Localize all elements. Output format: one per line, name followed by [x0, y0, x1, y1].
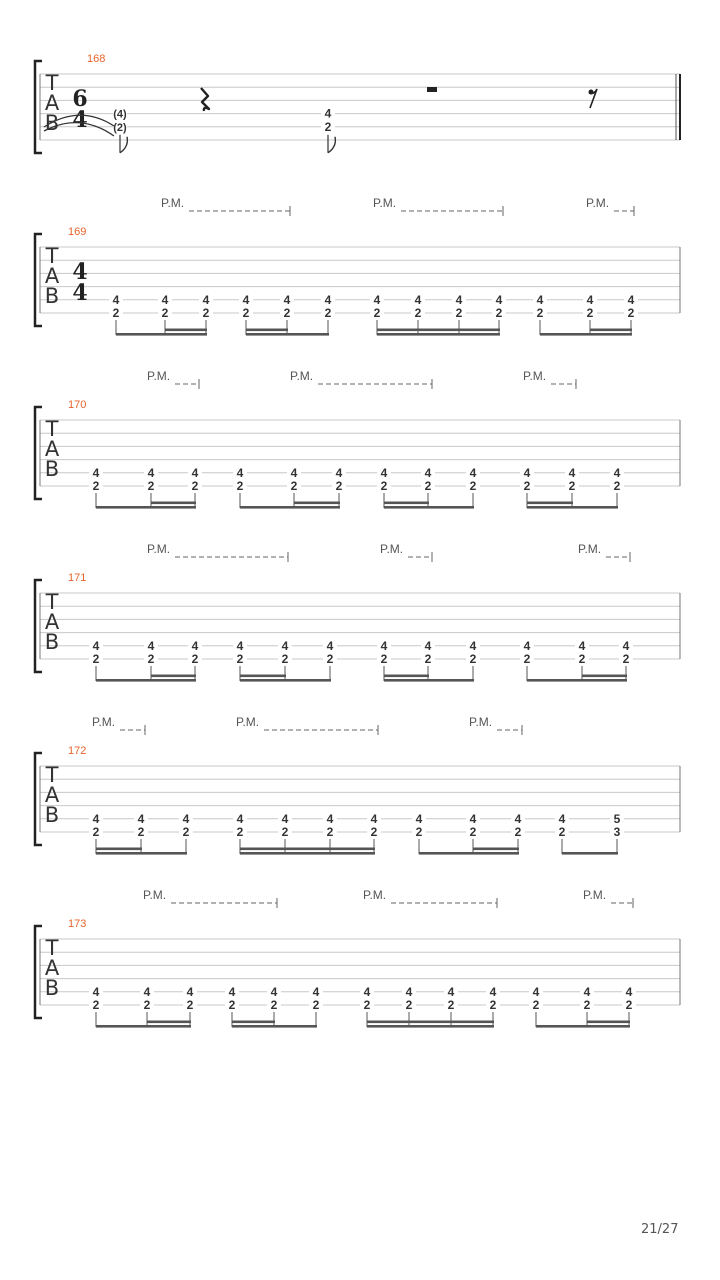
- beam-secondary: [151, 675, 196, 678]
- fret-number: 4: [523, 465, 531, 480]
- fret-number: 4: [326, 638, 334, 653]
- fret-number: 2: [583, 998, 591, 1012]
- fret-number: 4: [613, 465, 621, 480]
- fret-number: (4): [113, 108, 127, 121]
- eighth-flag: [328, 137, 335, 153]
- fret-number: 4: [92, 811, 100, 826]
- fret-number: 4: [236, 465, 244, 480]
- fret-number: 4: [627, 292, 635, 307]
- fret-number: 2: [622, 652, 630, 666]
- fret-number: 3: [613, 825, 621, 839]
- palm-mute-label: P.M.: [583, 888, 607, 902]
- fret-number: 2: [236, 479, 244, 493]
- beam-secondary: [367, 1021, 494, 1024]
- fret-number: 4: [424, 465, 432, 480]
- fret-number: 2: [290, 479, 298, 493]
- measure-number: 172: [68, 745, 87, 757]
- staff-system: [35, 715, 680, 855]
- fret-number: 2: [370, 825, 378, 839]
- beam: [419, 852, 519, 855]
- tab-clef-letter: T: [45, 936, 59, 960]
- palm-mute-label: P.M.: [380, 542, 404, 556]
- beam-secondary: [147, 1021, 191, 1024]
- fret-number: 2: [92, 479, 100, 493]
- fret-number: 2: [281, 825, 289, 839]
- fret-number: 2: [373, 306, 381, 320]
- fret-number: 2: [514, 825, 522, 839]
- fret-number: 4: [424, 638, 432, 653]
- fret-number: 4: [568, 465, 576, 480]
- fret-number: 2: [137, 825, 145, 839]
- tab-clef-letter: B: [44, 457, 60, 481]
- time-signature-bottom: 4: [72, 280, 88, 306]
- fret-number: 4: [415, 811, 423, 826]
- beam: [367, 1025, 494, 1028]
- beam-secondary: [232, 1021, 275, 1024]
- staff-bracket: [35, 234, 42, 326]
- fret-number: 4: [324, 106, 332, 121]
- beam: [96, 1025, 191, 1028]
- fret-number: 2: [568, 479, 576, 493]
- palm-mute-label: P.M.: [373, 196, 397, 210]
- fret-number: 4: [578, 638, 586, 653]
- beam-secondary: [294, 502, 340, 505]
- fret-number: 4: [380, 465, 388, 480]
- beam-secondary: [582, 675, 627, 678]
- fret-number: 4: [414, 292, 422, 307]
- fret-number: 2: [469, 652, 477, 666]
- fret-number: 4: [514, 811, 522, 826]
- fret-number: 2: [236, 652, 244, 666]
- fret-number: 4: [283, 292, 291, 307]
- fret-number: 2: [182, 825, 190, 839]
- fret-number: 2: [191, 479, 199, 493]
- beam-secondary: [527, 502, 573, 505]
- beam-secondary: [590, 329, 632, 332]
- fret-number: 4: [469, 465, 477, 480]
- fret-number: 4: [373, 292, 381, 307]
- beam: [240, 679, 331, 682]
- tab-clef-letter: T: [45, 244, 59, 268]
- fret-number: (2): [113, 121, 127, 134]
- fret-number: 4: [532, 984, 540, 999]
- fret-number: 5: [613, 811, 621, 826]
- tab-clef-letter: T: [45, 590, 59, 614]
- beam-secondary: [384, 675, 429, 678]
- tab-clef-letter: A: [44, 956, 60, 980]
- staff-bracket: [35, 61, 42, 153]
- page-number: 21/27: [641, 1222, 679, 1237]
- beam: [116, 333, 207, 336]
- palm-mute-label: P.M.: [147, 542, 171, 556]
- fret-number: 4: [92, 984, 100, 999]
- fret-number: 2: [627, 306, 635, 320]
- palm-mute-label: P.M.: [523, 369, 547, 383]
- fret-number: 4: [583, 984, 591, 999]
- fret-number: 2: [532, 998, 540, 1012]
- fret-number: 2: [424, 479, 432, 493]
- fret-number: 4: [469, 811, 477, 826]
- fret-number: 4: [405, 984, 413, 999]
- measure-number: 168: [87, 53, 106, 65]
- staff-system: [35, 369, 680, 509]
- fret-number: 4: [326, 811, 334, 826]
- fret-number: 2: [242, 306, 250, 320]
- fret-number: 2: [523, 652, 531, 666]
- measure-number: 169: [68, 226, 87, 238]
- fret-number: 2: [324, 306, 332, 320]
- tab-clef-letter: A: [44, 783, 60, 807]
- fret-number: 2: [536, 306, 544, 320]
- fret-number: 2: [363, 998, 371, 1012]
- fret-number: 4: [523, 638, 531, 653]
- fret-number: 2: [414, 306, 422, 320]
- palm-mute-label: P.M.: [578, 542, 602, 556]
- fret-number: 4: [191, 465, 199, 480]
- fret-number: 2: [283, 306, 291, 320]
- fret-number: 4: [270, 984, 278, 999]
- fret-number: 2: [143, 998, 151, 1012]
- tab-clef-letter: B: [44, 976, 60, 1000]
- fret-number: 2: [326, 652, 334, 666]
- palm-mute-label: P.M.: [161, 196, 185, 210]
- time-signature-bottom: 4: [72, 107, 88, 133]
- staff-system: [35, 53, 680, 153]
- beam-secondary: [377, 329, 500, 332]
- staff-system: [35, 542, 680, 682]
- palm-mute-label: P.M.: [290, 369, 314, 383]
- tab-clef-letter: A: [44, 437, 60, 461]
- fret-number: 4: [489, 984, 497, 999]
- measure-number: 173: [68, 918, 87, 930]
- palm-mute-label: P.M.: [147, 369, 171, 383]
- fret-number: 4: [161, 292, 169, 307]
- fret-number: 2: [147, 479, 155, 493]
- beam: [540, 333, 632, 336]
- fret-number: 4: [112, 292, 120, 307]
- fret-number: 2: [228, 998, 236, 1012]
- tab-clef-letter: T: [45, 71, 59, 95]
- beam-secondary: [384, 502, 429, 505]
- tab-clef-letter: B: [44, 111, 60, 135]
- fret-number: 2: [380, 652, 388, 666]
- fret-number: 4: [281, 811, 289, 826]
- beam: [562, 852, 618, 855]
- beam-secondary: [240, 848, 375, 851]
- fret-number: 2: [92, 825, 100, 839]
- fret-number: 4: [143, 984, 151, 999]
- fret-number: 2: [455, 306, 463, 320]
- fret-number: 2: [326, 825, 334, 839]
- fret-number: 4: [455, 292, 463, 307]
- measure-number: 171: [68, 572, 87, 584]
- fret-number: 4: [380, 638, 388, 653]
- tab-clef-letter: B: [44, 630, 60, 654]
- fret-number: 4: [312, 984, 320, 999]
- palm-mute-label: P.M.: [363, 888, 387, 902]
- fret-number: 4: [281, 638, 289, 653]
- quarter-rest-icon: [201, 88, 209, 111]
- beam-secondary: [165, 329, 207, 332]
- fret-number: 4: [137, 811, 145, 826]
- fret-number: 4: [228, 984, 236, 999]
- staff-bracket: [35, 926, 42, 1018]
- fret-number: 4: [447, 984, 455, 999]
- fret-number: 2: [469, 825, 477, 839]
- fret-number: 4: [186, 984, 194, 999]
- fret-number: 2: [335, 479, 343, 493]
- fret-number: 2: [424, 652, 432, 666]
- fret-number: 4: [242, 292, 250, 307]
- fret-number: 4: [370, 811, 378, 826]
- fret-number: 2: [469, 479, 477, 493]
- tab-clef-letter: A: [44, 91, 60, 115]
- staff-system: [35, 888, 680, 1028]
- staff-bracket: [35, 407, 42, 499]
- measure-number: 170: [68, 399, 87, 411]
- tab-clef-letter: A: [44, 264, 60, 288]
- time-signature-top: 4: [72, 259, 88, 285]
- beam: [240, 852, 375, 855]
- beam: [232, 1025, 317, 1028]
- fret-number: 4: [290, 465, 298, 480]
- tab-clef-letter: T: [45, 763, 59, 787]
- fret-number: 2: [312, 998, 320, 1012]
- staff-system: [35, 196, 680, 336]
- fret-number: 2: [191, 652, 199, 666]
- fret-number: 4: [586, 292, 594, 307]
- fret-number: 2: [236, 825, 244, 839]
- fret-number: 2: [92, 652, 100, 666]
- fret-number: 4: [335, 465, 343, 480]
- fret-number: 4: [147, 465, 155, 480]
- beam-secondary: [240, 675, 286, 678]
- fret-number: 4: [622, 638, 630, 653]
- fret-number: 4: [236, 638, 244, 653]
- fret-number: 2: [586, 306, 594, 320]
- beam: [527, 679, 627, 682]
- fret-number: 2: [147, 652, 155, 666]
- beam: [96, 679, 196, 682]
- time-signature-top: 6: [72, 86, 88, 112]
- fret-number: 4: [558, 811, 566, 826]
- beam: [536, 1025, 630, 1028]
- beam: [384, 506, 474, 509]
- beam-secondary: [473, 848, 519, 851]
- fret-number: 4: [92, 638, 100, 653]
- staff-bracket: [35, 753, 42, 845]
- fret-number: 2: [380, 479, 388, 493]
- fret-number: 4: [147, 638, 155, 653]
- fret-number: 2: [495, 306, 503, 320]
- palm-mute-label: P.M.: [236, 715, 260, 729]
- fret-number: 2: [558, 825, 566, 839]
- fret-number: 2: [415, 825, 423, 839]
- fret-number: 2: [281, 652, 289, 666]
- fret-number: 2: [405, 998, 413, 1012]
- fret-number: 2: [523, 479, 531, 493]
- beam-secondary: [587, 1021, 630, 1024]
- tab-clef-letter: B: [44, 284, 60, 308]
- tab-clef-letter: A: [44, 610, 60, 634]
- fret-number: 2: [202, 306, 210, 320]
- tab-clef-letter: T: [45, 417, 59, 441]
- fret-number: 4: [92, 465, 100, 480]
- beam: [377, 333, 500, 336]
- tab-clef-letter: B: [44, 803, 60, 827]
- beam-secondary: [246, 329, 288, 332]
- fret-number: 4: [363, 984, 371, 999]
- beam: [384, 679, 474, 682]
- fret-number: 2: [112, 306, 120, 320]
- fret-number: 2: [447, 998, 455, 1012]
- fret-number: 2: [92, 998, 100, 1012]
- fret-number: 4: [536, 292, 544, 307]
- fret-number: 4: [236, 811, 244, 826]
- beam: [246, 333, 329, 336]
- palm-mute-label: P.M.: [469, 715, 493, 729]
- beam: [96, 852, 187, 855]
- beam-secondary: [96, 848, 142, 851]
- beam-secondary: [151, 502, 196, 505]
- eighth-flag: [120, 137, 127, 153]
- fret-number: 4: [495, 292, 503, 307]
- palm-mute-label: P.M.: [143, 888, 167, 902]
- fret-number: 4: [191, 638, 199, 653]
- fret-number: 4: [625, 984, 633, 999]
- palm-mute-label: P.M.: [92, 715, 116, 729]
- staff-bracket: [35, 580, 42, 672]
- fret-number: 2: [489, 998, 497, 1012]
- fret-number: 2: [625, 998, 633, 1012]
- fret-number: 4: [469, 638, 477, 653]
- fret-number: 4: [182, 811, 190, 826]
- fret-number: 4: [324, 292, 332, 307]
- fret-number: 2: [613, 479, 621, 493]
- fret-number: 4: [202, 292, 210, 307]
- fret-number: 2: [270, 998, 278, 1012]
- fret-number: 2: [186, 998, 194, 1012]
- beam: [527, 506, 618, 509]
- fret-number: 2: [324, 119, 332, 134]
- beam: [96, 506, 196, 509]
- fret-number: 2: [578, 652, 586, 666]
- half-rest-icon: [427, 87, 437, 92]
- fret-number: 2: [161, 306, 169, 320]
- beam: [240, 506, 340, 509]
- palm-mute-label: P.M.: [586, 196, 610, 210]
